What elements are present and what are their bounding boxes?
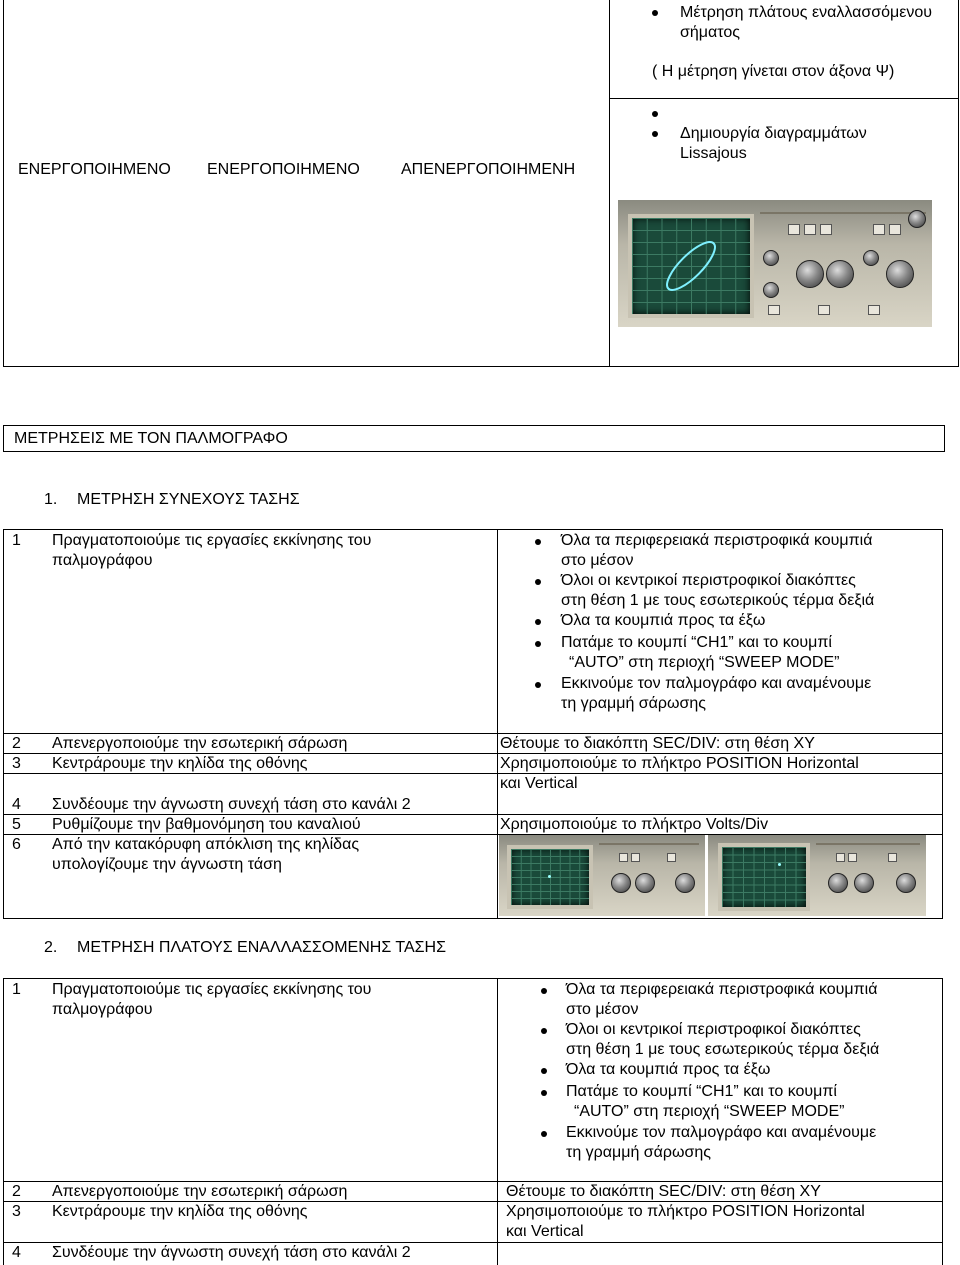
- ac-row-3-action-line1: Χρησιμοποιούμε το πλήκτρο POSITION Horizontal: [506, 1203, 865, 1220]
- dc-row-3-action-line1: Χρησιμοποιούμε το πλήκτρο POSITION Horizontal: [500, 755, 859, 772]
- ac-row-2-num: 2: [12, 1183, 21, 1200]
- dc-row-6-step-line2: υπολογίζουμε την άγνωστη τάση: [52, 856, 282, 873]
- bullet: [541, 988, 547, 994]
- y-axis-note: ( Η μέτρηση γίνεται στον άξονα Ψ): [652, 63, 895, 80]
- spot-icon: [778, 863, 781, 866]
- bullet: [541, 1068, 547, 1074]
- dc-bullet-5-line1: Εκκινούμε τον παλμογράφο και αναμένουμε: [561, 675, 872, 692]
- dc-row-1-step-line1: Πραγματοποιούμε τις εργασίες εκκίνησης του: [52, 532, 372, 549]
- measure-amplitude-line2: σήματος: [680, 24, 740, 41]
- ac-row-1-step-line2: παλμογράφου: [52, 1001, 153, 1018]
- dc-row-3-step: Κεντράρουμε την κηλίδα της οθόνης: [52, 755, 308, 772]
- dc-row-6-num: 6: [12, 836, 21, 853]
- bullet: [535, 619, 541, 625]
- ac-row-4-num: 4: [12, 1244, 21, 1261]
- state-sweep: ΑΠΕΝΕΡΓΟΠΟΙΗΜΕΝΗ: [401, 161, 576, 178]
- oscilloscope-lissajous-photo: [618, 200, 932, 327]
- ac-bullet-5-line2: τη γραμμή σάρωσης: [566, 1144, 711, 1161]
- bullet: [535, 682, 541, 688]
- dc-row-2-step: Απενεργοποιούμε την εσωτερική σάρωση: [52, 735, 348, 752]
- ac-row-2-step: Απενεργοποιούμε την εσωτερική σάρωση: [52, 1183, 348, 1200]
- dc-row-3-action-line2: και Vertical: [500, 775, 578, 792]
- dc-bullet-5-line2: τη γραμμή σάρωσης: [561, 695, 706, 712]
- bullet: [535, 641, 541, 647]
- bullet: [541, 1131, 547, 1137]
- dc-bullet-2-line1: Όλοι οι κεντρικοί περιστροφικοί διακόπτες: [561, 572, 856, 589]
- dc-bullet-1-line2: στο μέσον: [561, 552, 634, 569]
- ac-row-3-action-line2: και Vertical: [506, 1223, 584, 1240]
- dc-bullet-3: Όλα τα κουμπιά προς τα έξω: [561, 612, 766, 629]
- bullet: [541, 1028, 547, 1034]
- state-channel-1: ΕΝΕΡΓΟΠΟΙΗΜΕΝΟ: [18, 161, 171, 178]
- ac-bullet-2-line2: στη θέση 1 με τους εσωτερικούς τέρμα δεξιά: [566, 1041, 880, 1058]
- dc-row-2-num: 2: [12, 735, 21, 752]
- ac-row-3-num: 3: [12, 1203, 21, 1220]
- dc-row-4-num: 4: [12, 796, 21, 813]
- dc-heading: ΜΕΤΡΗΣΗ ΣΥΝΕΧΟΥΣ ΤΑΣΗΣ: [77, 491, 300, 508]
- ac-bullet-1-line1: Όλα τα περιφερειακά περιστροφικά κουμπιά: [566, 981, 878, 998]
- oscilloscope-centered-spot-photo: [499, 835, 705, 916]
- bullet: [652, 10, 658, 16]
- dc-bullet-4-line2: “AUTO” στη περιοχή “SWEEP MODE”: [569, 654, 840, 671]
- dc-row-1-step-line2: παλμογράφου: [52, 552, 153, 569]
- section-title: ΜΕΤΡΗΣΕΙΣ ΜΕ ΤΟΝ ΠΑΛΜΟΓΡΑΦΟ: [14, 430, 288, 447]
- bullet: [541, 1090, 547, 1096]
- oscilloscope-deflected-spot-photo: [708, 835, 926, 916]
- dc-row-3-num: 3: [12, 755, 21, 772]
- lissajous-line1: Δημιουργία διαγραμμάτων: [680, 125, 867, 142]
- lissajous-ellipse: [632, 218, 750, 314]
- dc-row-2-action: Θέτουμε το διακόπτη SEC/DIV: στη θέση XY: [500, 735, 815, 752]
- dc-row-5-action: Χρησιμοποιούμε το πλήκτρο Volts/Div: [500, 816, 769, 833]
- bullet: [535, 539, 541, 545]
- ac-bullet-4-line2: “AUTO” στη περιοχή “SWEEP MODE”: [574, 1103, 845, 1120]
- ac-bullet-5-line1: Εκκινούμε τον παλμογράφο και αναμένουμε: [566, 1124, 877, 1141]
- ac-row-4-step: Συνδέουμε την άγνωστη συνεχή τάση στο κανάλι 2: [52, 1244, 411, 1261]
- ac-row-1-step-line1: Πραγματοποιούμε τις εργασίες εκκίνησης του: [52, 981, 372, 998]
- dc-bullet-2-line2: στη θέση 1 με τους εσωτερικούς τέρμα δεξιά: [561, 592, 875, 609]
- dc-row-1-num: 1: [12, 532, 21, 549]
- measure-amplitude-line1: Μέτρηση πλάτους εναλλασσόμενου: [680, 4, 932, 21]
- ac-bullet-2-line1: Όλοι οι κεντρικοί περιστροφικοί διακόπτες: [566, 1021, 861, 1038]
- lissajous-line2: Lissajous: [680, 145, 747, 162]
- dc-row-5-step: Ρυθμίζουμε την βαθμονόμηση του καναλιού: [52, 816, 361, 833]
- ac-row-3-step: Κεντράρουμε την κηλίδα της οθόνης: [52, 1203, 308, 1220]
- dc-row-5-num: 5: [12, 816, 21, 833]
- bullet: [652, 131, 658, 137]
- dc-row-4-step: Συνδέουμε την άγνωστη συνεχή τάση στο κανάλι 2: [52, 796, 411, 813]
- ac-row-1-num: 1: [12, 981, 21, 998]
- ac-bullet-4-line1: Πατάμε το κουμπί “CH1” και το κουμπί: [566, 1083, 837, 1100]
- dc-row-6-step-line1: Από την κατακόρυφη απόκλιση της κηλίδας: [52, 836, 360, 853]
- spot-icon: [548, 875, 551, 878]
- bullet: [652, 111, 658, 117]
- dc-bullet-4-line1: Πατάμε το κουμπί “CH1” και το κουμπί: [561, 634, 832, 651]
- ac-heading-number: 2.: [44, 939, 58, 956]
- dc-bullet-1-line1: Όλα τα περιφερειακά περιστροφικά κουμπιά: [561, 532, 873, 549]
- ac-heading: ΜΕΤΡΗΣΗ ΠΛΑΤΟΥΣ ΕΝΑΛΛΑΣΣΟΜΕΝΗΣ ΤΑΣΗΣ: [77, 939, 446, 956]
- ac-bullet-1-line2: στο μέσον: [566, 1001, 639, 1018]
- state-channel-2: ΕΝΕΡΓΟΠΟΙΗΜΕΝΟ: [207, 161, 360, 178]
- ac-bullet-3: Όλα τα κουμπιά προς τα έξω: [566, 1061, 771, 1078]
- ac-row-2-action: Θέτουμε το διακόπτη SEC/DIV: στη θέση XY: [506, 1183, 821, 1200]
- dc-heading-number: 1.: [44, 491, 58, 508]
- bullet: [535, 579, 541, 585]
